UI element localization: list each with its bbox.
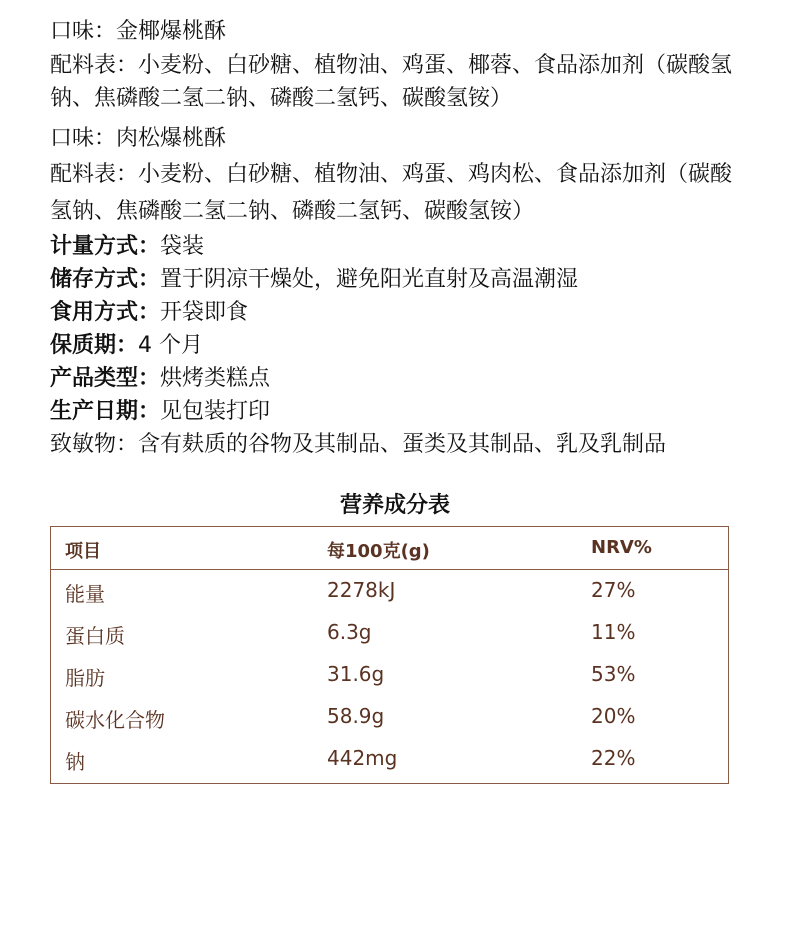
storage-value: 置于阴凉干燥处，避免阳光直射及高温潮湿 [160, 267, 579, 292]
ingredients-1 [50, 49, 740, 115]
allergen-label: 致敏物： [50, 432, 139, 457]
usage-label: 食用方式： [50, 300, 161, 325]
nutrient-nrv: 22% [591, 746, 636, 770]
ingredients-2-value: 小麦粉、白砂糖、植物油、鸡蛋、鸡肉松、食品添加剂（碳酸氢钠、焦磷酸二氢二钠、磷酸二氢钙、碳酸氢铵） [50, 162, 733, 224]
table-header [51, 527, 728, 570]
ingredients-2-label: 配料表： [50, 162, 139, 187]
nutrient-nrv: 20% [591, 704, 636, 728]
allergen-value: 含有麸质的谷物及其制品、蛋类及其制品、乳及乳制品 [138, 432, 667, 457]
nutrient-nrv: 53% [591, 662, 636, 686]
product-type-line [50, 362, 740, 395]
usage-line [50, 296, 740, 329]
flavor-2-line [50, 121, 740, 156]
nutrient-name: 能量 [65, 582, 105, 606]
header-per-100g: 每100克(g) [327, 541, 430, 562]
ingredients-2 [50, 156, 740, 230]
flavor-1-line [50, 14, 740, 49]
nutrient-nrv: 11% [591, 620, 636, 644]
storage-label: 储存方式： [50, 267, 161, 292]
measure-value: 袋装 [160, 234, 205, 259]
header-nrv: NRV% [591, 537, 652, 558]
nutrient-nrv: 27% [591, 578, 636, 602]
table-row [51, 738, 728, 780]
table-row [51, 570, 728, 612]
product-type-value: 烘烤类糕点 [160, 366, 271, 391]
shelf-life-line [50, 329, 740, 362]
storage-line [50, 263, 740, 296]
nutrient-amount: 2278kJ [327, 578, 396, 602]
production-date-line [50, 395, 740, 428]
production-date-value: 见包装打印 [160, 399, 271, 424]
nutrient-amount: 58.9g [327, 704, 385, 728]
header-item: 项目 [65, 541, 101, 562]
ingredients-1-value: 小麦粉、白砂糖、植物油、鸡蛋、椰蓉、食品添加剂（碳酸氢钠、焦磷酸二氢二钠、磷酸二氢钙、碳酸氢铵） [50, 53, 733, 111]
nutrient-name: 碳水化合物 [65, 708, 165, 732]
nutrition-table-title: 营养成分表 [339, 493, 450, 518]
measure-label: 计量方式： [50, 234, 161, 259]
product-info [50, 14, 740, 461]
nutrient-name: 钠 [65, 750, 85, 774]
product-type-label: 产品类型： [50, 366, 161, 391]
flavor-1-value: 金椰爆桃酥 [116, 19, 227, 44]
shelf-life-label: 保质期： [50, 333, 139, 358]
table-row [51, 612, 728, 654]
usage-value: 开袋即食 [160, 300, 249, 325]
flavor-2-label: 口味： [50, 126, 117, 151]
ingredients-1-label: 配料表： [50, 53, 139, 78]
nutrient-amount: 31.6g [327, 662, 385, 686]
flavor-1-label: 口味： [50, 19, 117, 44]
nutrient-amount: 442mg [327, 746, 398, 770]
flavor-2-value: 肉松爆桃酥 [116, 126, 227, 151]
allergen-line [50, 428, 740, 461]
nutrient-name: 脂肪 [65, 666, 105, 690]
table-row [51, 696, 728, 738]
nutrient-amount: 6.3g [327, 620, 372, 644]
nutrient-name: 蛋白质 [65, 624, 125, 648]
table-row [51, 654, 728, 696]
shelf-life-value: 4 个月 [138, 333, 204, 358]
production-date-label: 生产日期： [50, 399, 161, 424]
nutrition-table [50, 526, 729, 784]
measure-line [50, 230, 740, 263]
